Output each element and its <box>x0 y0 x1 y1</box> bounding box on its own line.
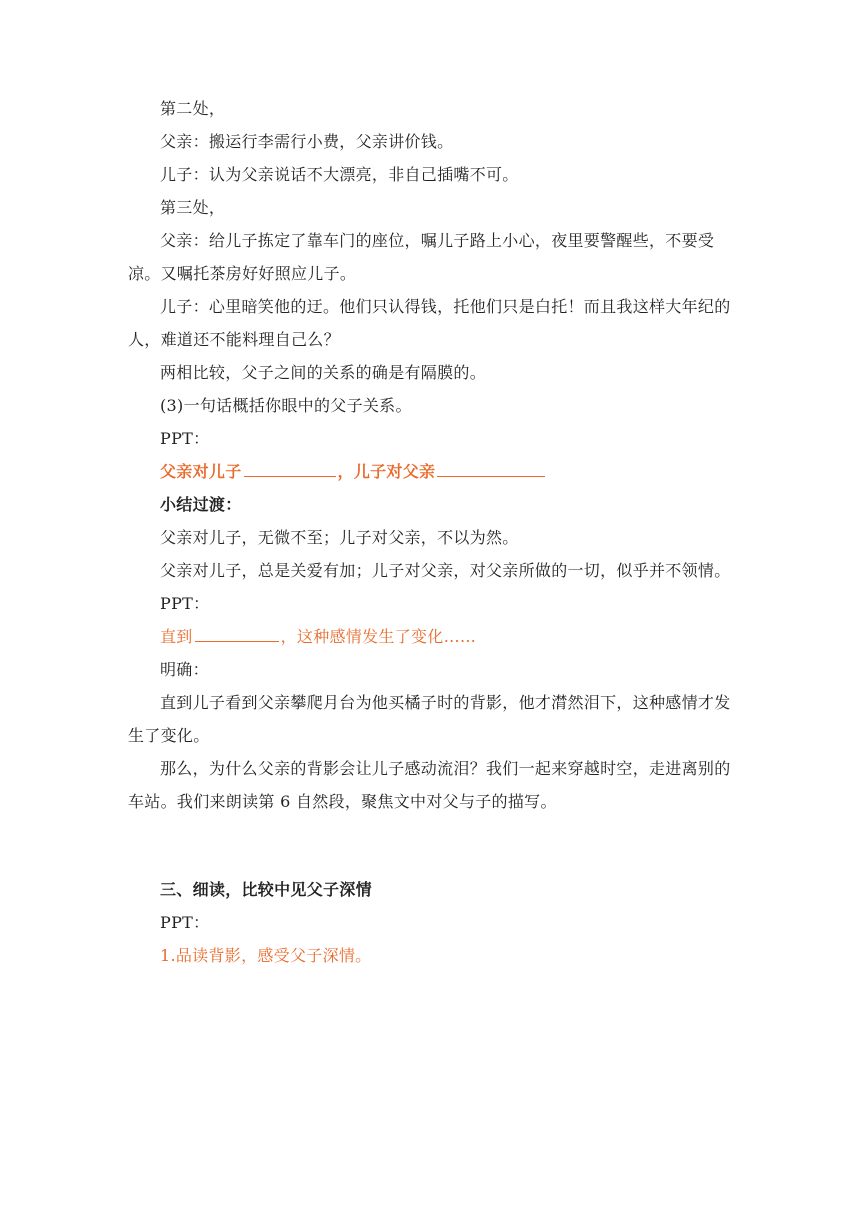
blank-line <box>244 460 336 477</box>
blank-line <box>195 625 279 642</box>
paragraph: 父亲对儿子，无微不至；儿子对父亲，不以为然。 <box>160 528 519 547</box>
spacer <box>128 818 740 873</box>
paragraph: 父亲：给儿子拣定了靠车门的座位，嘱儿子路上小心，夜里要警醒些，不要受凉。又嘱托茶房好好照应儿子。 <box>128 231 715 283</box>
prompt-text: 直到 <box>160 627 193 646</box>
document-body <box>128 92 740 972</box>
ppt-fill-in-prompt <box>128 620 740 653</box>
paragraph: 儿子：心里暗笑他的迂。他们只认得钱，托他们只是白托！而且我这样大年纪的人，难道还不能料理自己么？ <box>128 297 731 349</box>
paragraph: 第二处， <box>160 99 226 118</box>
blank-line <box>437 460 545 477</box>
ppt-label: PPT： <box>160 594 210 613</box>
prompt-text: 父亲对儿子 <box>160 462 242 481</box>
summary-heading: 小结过渡： <box>160 495 242 514</box>
ppt-label: PPT： <box>160 429 210 448</box>
paragraph: 明确： <box>160 660 209 679</box>
ppt-point: 1.品读背影，感受父子深情。 <box>160 946 372 965</box>
section-heading: 三、细读，比较中见父子深情 <box>160 880 372 899</box>
paragraph: 父亲对儿子，总是关爱有加；儿子对父亲，对父亲所做的一切，似乎并不领情。 <box>160 561 731 580</box>
prompt-text: ，儿子对父亲 <box>337 462 436 481</box>
ppt-label: PPT： <box>160 913 210 932</box>
paragraph: 直到儿子看到父亲攀爬月台为他买橘子时的背影，他才潸然泪下，这种感情才发生了变化。 <box>128 693 731 745</box>
paragraph: (3)一句话概括你眼中的父子关系。 <box>160 396 412 415</box>
paragraph: 父亲：搬运行李需行小费，父亲讲价钱。 <box>160 132 454 151</box>
prompt-text: ，这种感情发生了变化…… <box>280 627 477 646</box>
paragraph: 两相比较，父子之间的关系的确是有隔膜的。 <box>160 363 487 382</box>
ppt-fill-in-prompt <box>128 455 740 488</box>
paragraph: 第三处， <box>160 198 226 217</box>
paragraph: 儿子：认为父亲说话不大漂亮，非自己插嘴不可。 <box>160 165 519 184</box>
paragraph: 那么，为什么父亲的背影会让儿子感动流泪？我们一起来穿越时空，走进离别的车站。我们来朗读第 6 自然段，聚焦文中对父与子的描写。 <box>128 759 731 811</box>
